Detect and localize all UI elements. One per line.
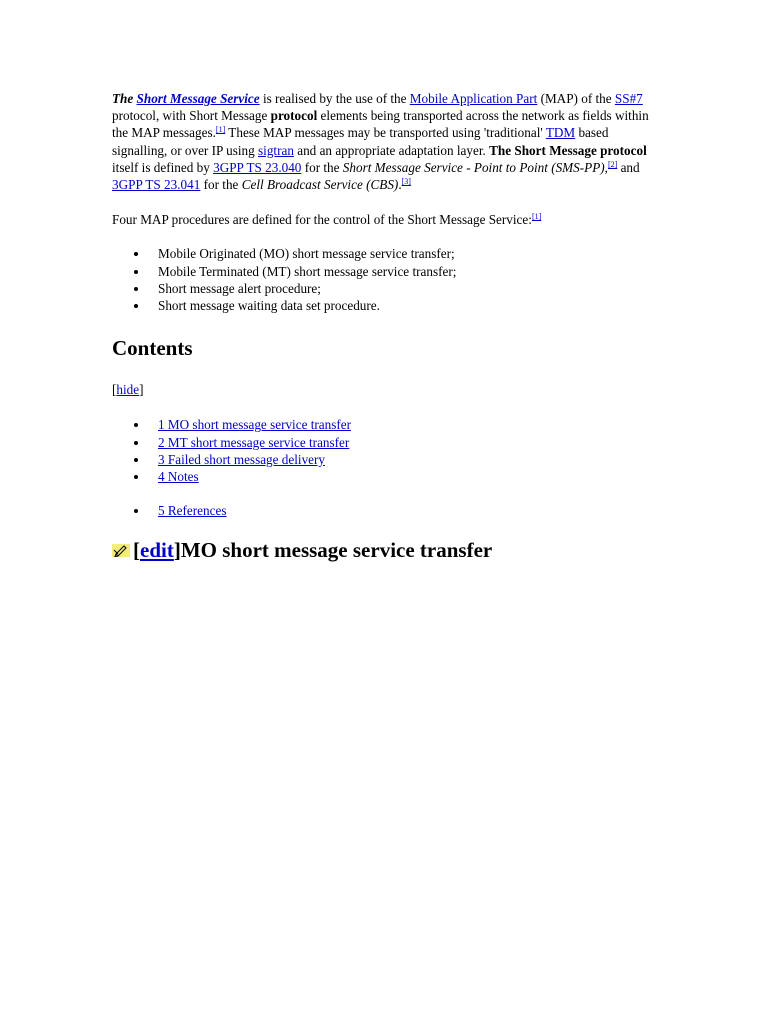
procedures-list [112, 245, 657, 314]
link-ss7[interactable]: SS#7 [614, 91, 643, 106]
link-tdm[interactable]: TDM [545, 125, 576, 141]
ref-link-2[interactable]: [2] [607, 159, 618, 169]
list-item: Mobile Originated (MO) short message service transfer; [158, 245, 657, 262]
link-short-message-service[interactable]: Short Message Service [136, 91, 260, 106]
toc-item [158, 451, 657, 468]
cbs-italic: Cell Broadcast Service (CBS) [241, 177, 399, 193]
link-3gpp-ts-23040[interactable]: 3GPP TS 23.040 [213, 159, 302, 175]
ref-link-3[interactable]: [3] [401, 177, 411, 187]
contents-title: Contents [112, 336, 193, 361]
list-item: Mobile Terminated (MT) short message service transfer; [158, 263, 657, 280]
edit-pencil-icon[interactable] [112, 544, 130, 557]
section-title: MO short message service transfer [180, 538, 493, 563]
toc-link-failed-delivery[interactable]: 3 Failed short message delivery [158, 451, 326, 467]
sms-pp-italic: Short Message Service - Point to Point (SMS-PP) [342, 159, 605, 175]
protocol-bold: protocol [270, 108, 318, 124]
procedures-paragraph: Four MAP procedures are defined for the control of the Short Message Service:[1] [112, 212, 542, 228]
short-message-protocol-bold: The Short Message protocol [489, 142, 647, 158]
list-item: Short message waiting data set procedure. [158, 297, 657, 314]
toc-item [158, 416, 657, 433]
hide-toc-link[interactable]: hide [116, 382, 140, 398]
toc-link-references[interactable]: 5 References [158, 503, 227, 519]
toc-link-mo-transfer[interactable]: 1 MO short message service transfer [158, 417, 351, 433]
toc-link-notes[interactable]: 4 Notes [158, 469, 199, 485]
link-3gpp-ts-23041[interactable]: 3GPP TS 23.041 [112, 177, 201, 193]
ref-link-1[interactable]: [1] [215, 125, 226, 135]
ref-link-1b[interactable]: [1] [531, 212, 542, 222]
link-sigtran[interactable]: sigtran [258, 142, 294, 158]
section-heading-mo-transfer: [ edit ] MO short message service transfer [112, 537, 657, 563]
toc-item [158, 434, 657, 451]
toc-list [112, 416, 657, 485]
intro-the: The [112, 91, 134, 106]
toc-link-mt-transfer[interactable]: 2 MT short message service transfer [158, 434, 350, 450]
article-content [112, 90, 657, 563]
link-mobile-application-part[interactable]: Mobile Application Part [409, 91, 538, 106]
intro-paragraph: The Short Message Service is realised by the use of the Mobile Application Part (MAP) of the SS#7 protocol, with Short Message protocol elements being transported across the network as fields within the MAP messages.[1] These MAP messages may be transported using 'traditional' TDM based signalling, or over IP using sigtran and an appropriate adaptation layer. The Short Message protocol itself is defined by 3GPP TS 23.040 for the Short Message Service - Point to Point (SMS-PP),[2] and 3GPP TS 23.041 for the Cell Broadcast Service (CBS).[3] [112, 91, 649, 193]
toc-list-2 [112, 502, 657, 519]
contents-toggle: [hide] [112, 382, 144, 398]
list-item: Short message alert procedure; [158, 280, 657, 297]
edit-section-link[interactable]: edit [140, 538, 174, 563]
toc-item [158, 468, 657, 485]
toc-item [158, 502, 657, 519]
